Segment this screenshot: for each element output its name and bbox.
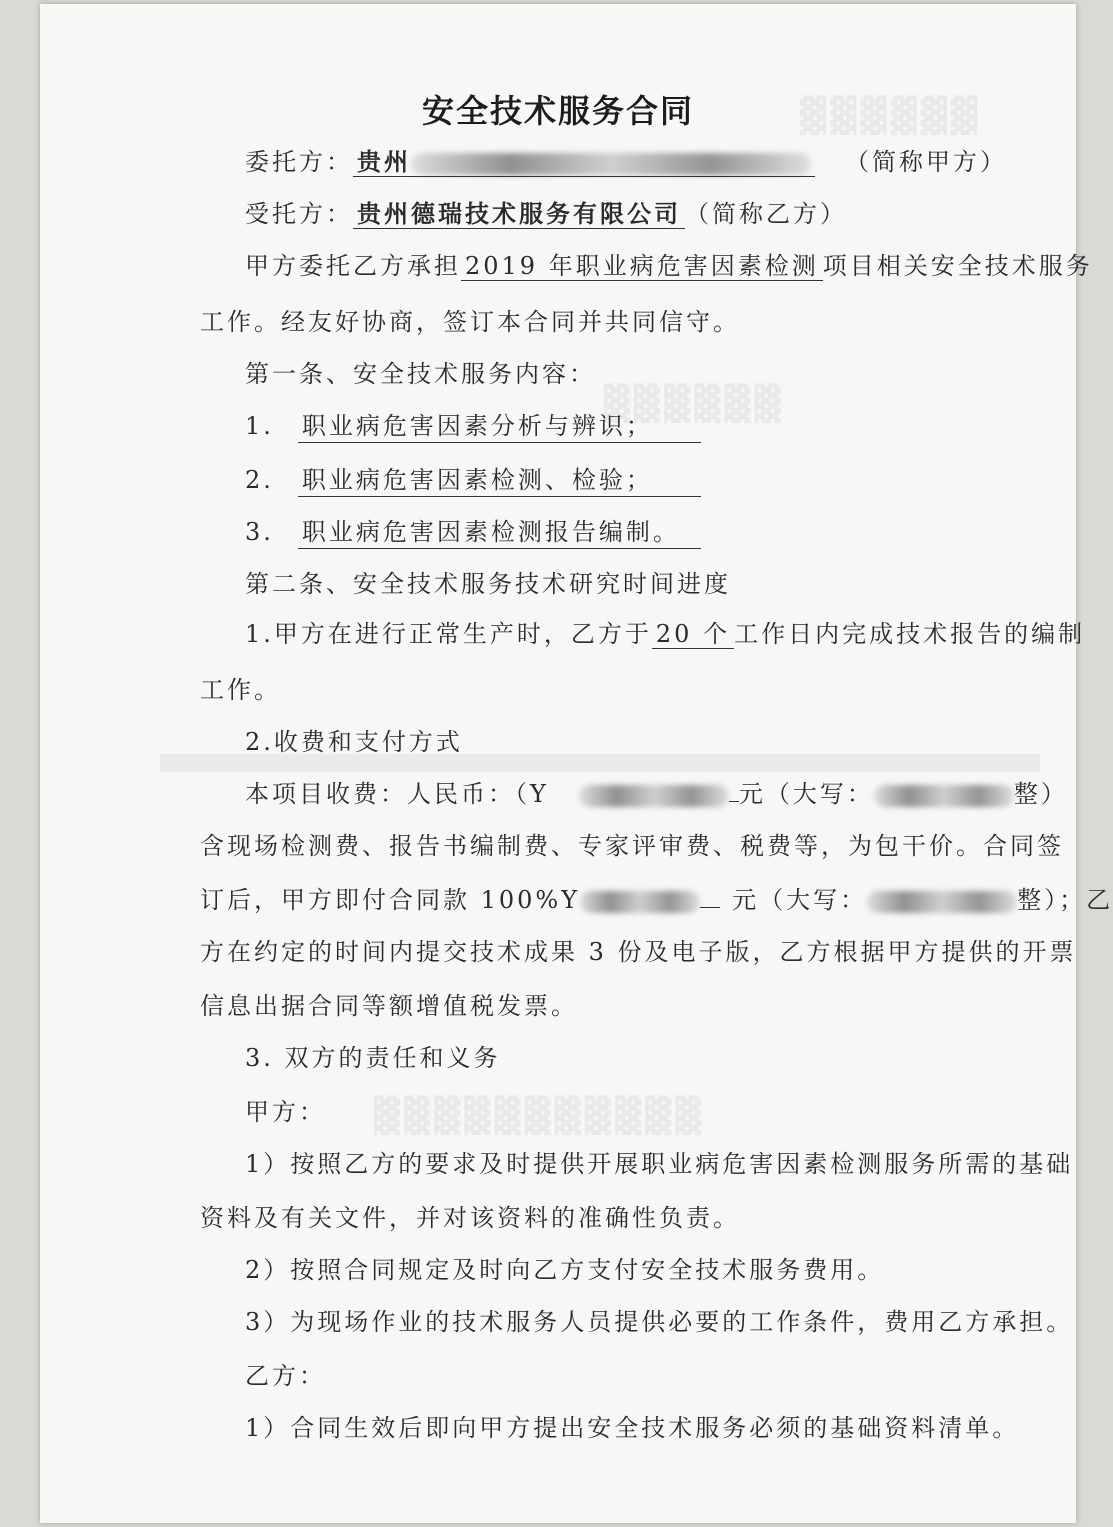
fee-line-5: 信息出据合同等额增值税发票。 bbox=[200, 992, 578, 1020]
bleed-through-mark: ▓▓▓▓▓▓ bbox=[800, 96, 981, 136]
fee-line-4: 方在约定的时间内提交技术成果 3 份及电子版，乙方根据甲方提供的开票 bbox=[200, 938, 1077, 966]
service-item-text: 职业病危害因素检测、检验； bbox=[298, 464, 701, 497]
service-item: 2. 职业病危害因素检测、检验； bbox=[245, 464, 1036, 497]
article2-heading: 第二条、安全技术服务技术研究时间进度 bbox=[245, 570, 731, 598]
redacted-amount bbox=[580, 891, 700, 913]
client-label: 委托方： bbox=[245, 148, 353, 176]
fee-line-3: 订后，甲方即付合同款 100%Y 元（大写： 整）；乙 bbox=[200, 886, 1113, 914]
redacted-amount-words bbox=[874, 785, 1014, 807]
intro-line-1: 甲方委托乙方承担 2019 年职业病危害因素检测 项目相关安全技术服务 bbox=[245, 252, 1093, 280]
schedule-line-2: 工作。 bbox=[200, 676, 281, 704]
client-line bbox=[245, 146, 1036, 178]
party-a-duty-1: 1）按照乙方的要求及时提供开展职业病危害因素检测服务所需的基础 bbox=[245, 1150, 1074, 1178]
project-name: 2019 年职业病危害因素检测 bbox=[461, 252, 823, 281]
service-item: 3. 职业病危害因素检测报告编制。 bbox=[245, 516, 1036, 549]
contract-page bbox=[40, 4, 1113, 1523]
service-item-text: 职业病危害因素检测报告编制。 bbox=[298, 516, 701, 549]
client-suffix: （简称甲方） bbox=[845, 148, 1007, 176]
party-a-duty-3: 3）为现场作业的技术服务人员提供必要的工作条件，费用乙方承担。 bbox=[245, 1308, 1074, 1336]
contractor-line bbox=[245, 198, 1036, 230]
party-b-duty-1: 1）合同生效后即向甲方提出安全技术服务必须的基础资料清单。 bbox=[245, 1414, 1020, 1442]
bleed-through-mark: ▓▓▓▓▓▓▓▓▓▓▓ bbox=[370, 1096, 702, 1136]
schedule-line-1: 1.甲方在进行正常生产时，乙方于 20 个 工作日内完成技术报告的编制 bbox=[245, 620, 1086, 648]
duties-heading: 3. 双方的责任和义务 bbox=[245, 1044, 501, 1072]
bleed-through-mark: ▓▓▓▓▓▓ bbox=[600, 384, 781, 424]
redacted-amount-words bbox=[867, 891, 1017, 913]
payment-heading: 2.收费和支付方式 bbox=[245, 728, 463, 756]
work-days: 20 个 bbox=[652, 620, 734, 649]
party-b-label: 乙方： bbox=[245, 1362, 326, 1390]
client-name: 贵州 bbox=[353, 147, 815, 177]
fee-line-1: 本项目收费：人民币：（Y 元（大写： 整） bbox=[245, 780, 1068, 808]
service-item-text: 职业病危害因素分析与辨识； bbox=[298, 410, 701, 443]
contractor-suffix: （简称乙方） bbox=[685, 200, 847, 228]
contractor-name: 贵州德瑞技术服务有限公司 bbox=[353, 199, 685, 229]
article1-heading: 第一条、安全技术服务内容： bbox=[245, 360, 596, 388]
contract-title: 安全技术服务合同 bbox=[421, 92, 694, 130]
contractor-label: 受托方： bbox=[245, 200, 353, 228]
redacted-amount bbox=[579, 785, 729, 807]
party-a-label: 甲方： bbox=[245, 1098, 326, 1126]
intro-line-2: 工作。经友好协商，签订本合同并共同信守。 bbox=[200, 308, 740, 336]
party-a-duty-1-cont: 资料及有关文件，并对该资料的准确性负责。 bbox=[200, 1204, 740, 1232]
service-item: 1. 职业病危害因素分析与辨识； bbox=[245, 410, 1036, 443]
redacted-client-name bbox=[411, 153, 811, 175]
fee-line-2: 含现场检测费、报告书编制费、专家评审费、税费等，为包干价。合同签 bbox=[200, 832, 1064, 860]
party-a-duty-2: 2）按照合同规定及时向乙方支付安全技术服务费用。 bbox=[245, 1256, 885, 1284]
